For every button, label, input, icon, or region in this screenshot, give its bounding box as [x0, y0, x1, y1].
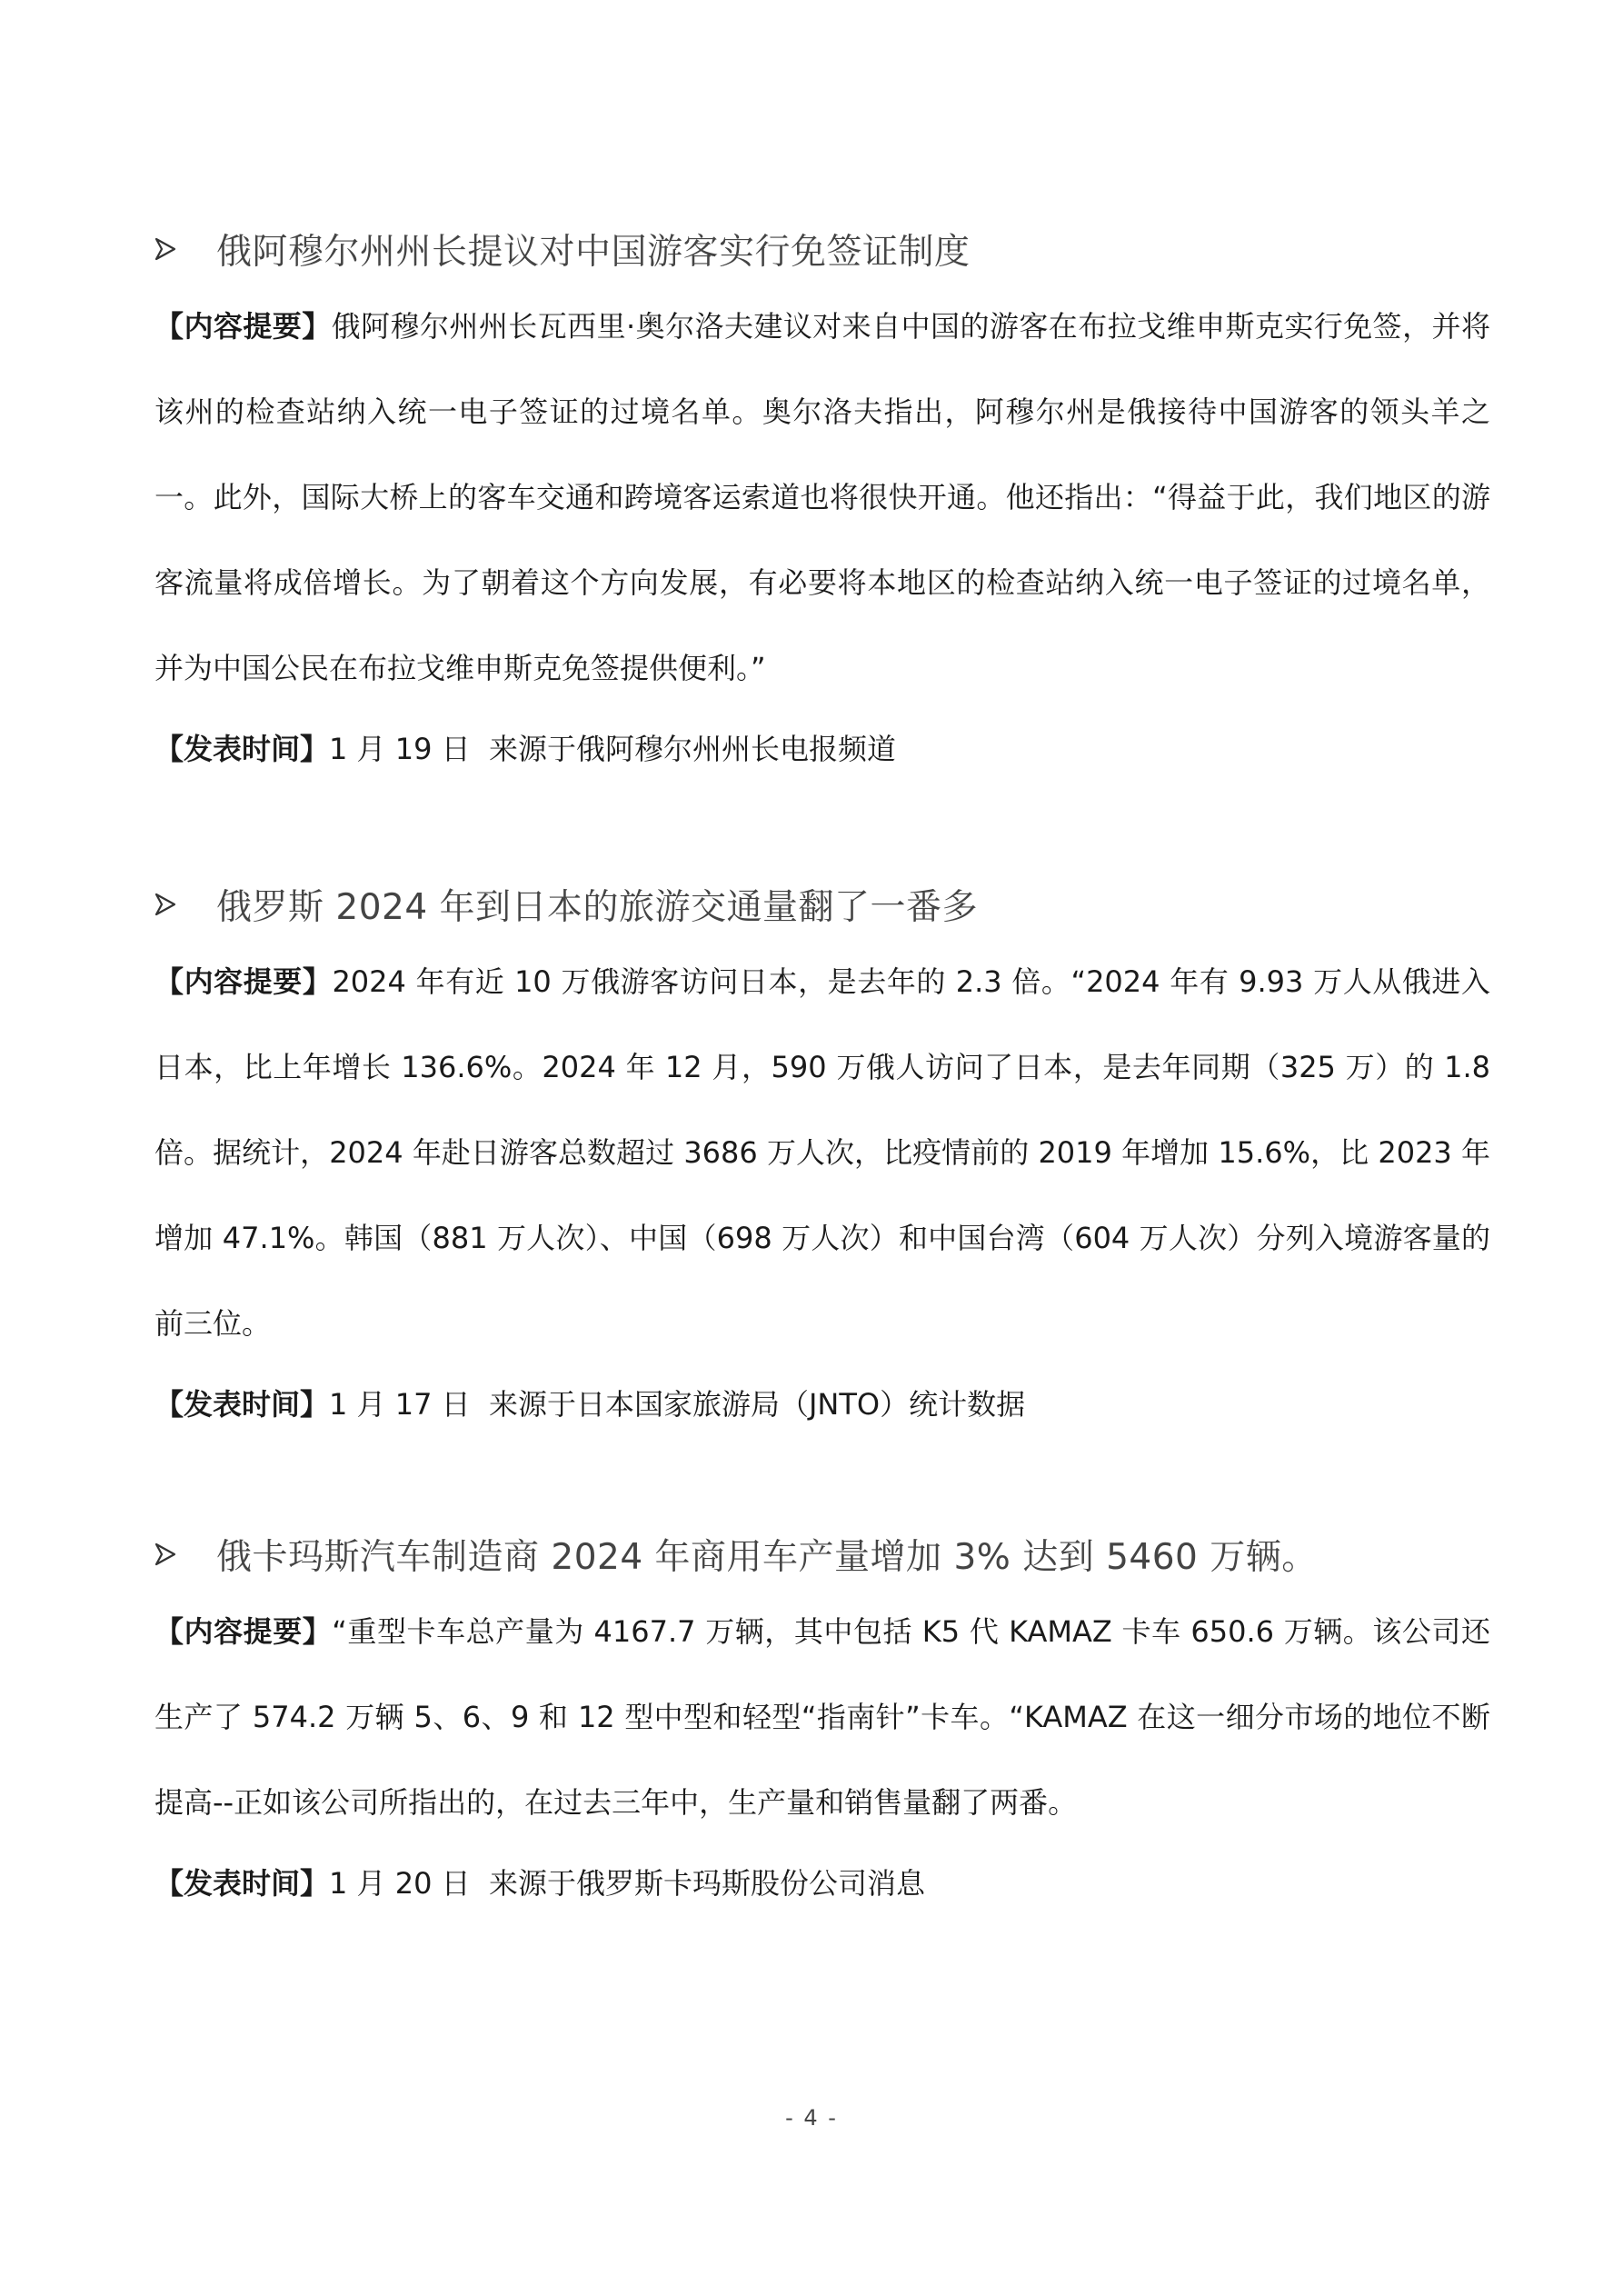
article-title: 俄阿穆尔州州长提议对中国游客实行免签证制度 — [216, 232, 971, 273]
article-summary — [154, 939, 1490, 1366]
arrow-bullet-icon — [154, 1542, 216, 1566]
summary-text: 俄阿穆尔州州长瓦西里·奥尔洛夫建议对来自中国的游客在布拉戈维申斯克实行免签，并将该州的检查站纳入统一电子签证的过境名单。奥尔洛夫指出，阿穆尔州是俄接待中国游客的领头羊之一。此外，国际大桥上的客车交通和跨境客运索道也将很快开通。他还指出：“得益于此，我们地区的游客流量将成倍增长。为了朝着这个方向发展，有必要将本地区的检查站纳入统一电子签证的过境名单，并为中国公民在布拉戈维申斯克免签提供便利。” — [154, 309, 1490, 685]
article-heading — [154, 877, 1490, 932]
article-meta — [154, 1856, 1490, 1911]
article-summary — [154, 284, 1490, 711]
article-1 — [154, 222, 1490, 776]
summary-text: “重型卡车总产量为 4167.7 万辆，其中包括 K5 代 KAMAZ 卡车 650.6 万辆。该公司还生产了 574.2 万辆 5、6、9 和 12 型中型和轻型“指南针”卡车。“KAMAZ 在这一细分市场的地位不断提高--正如该公司所指出的，在过去三年中，生产量和销售量翻了两番。 — [154, 1614, 1490, 1820]
article-title: 俄罗斯 2024 年到日本的旅游交通量翻了一番多 — [216, 887, 979, 928]
summary-label: 【内容提要】 — [154, 964, 333, 999]
page-number: - 4 - — [785, 2105, 838, 2131]
article-summary — [154, 1589, 1490, 1845]
arrow-bullet-icon — [154, 893, 216, 916]
date-label: 【发表时间】 — [154, 1387, 330, 1422]
article-meta — [154, 1377, 1490, 1432]
article-source: 来源于日本国家旅游局（JNTO）统计数据 — [488, 1387, 1026, 1422]
article-heading — [154, 222, 1490, 276]
article-heading — [154, 1527, 1490, 1582]
publish-date: 1 月 17 日 — [329, 1387, 471, 1422]
article-source: 来源于俄阿穆尔州州长电报频道 — [488, 732, 896, 766]
article-title: 俄卡玛斯汽车制造商 2024 年商用车产量增加 3% 达到 5460 万辆。 — [216, 1537, 1318, 1578]
article-3 — [154, 1527, 1490, 1911]
publish-date: 1 月 20 日 — [329, 1866, 471, 1901]
article-meta — [154, 722, 1490, 776]
arrow-bullet-icon — [154, 237, 216, 261]
publish-date: 1 月 19 日 — [329, 732, 471, 766]
summary-label: 【内容提要】 — [154, 1614, 333, 1649]
article-2 — [154, 877, 1490, 1432]
summary-label: 【内容提要】 — [154, 309, 332, 344]
date-label: 【发表时间】 — [154, 1866, 330, 1901]
summary-text: 2024 年有近 10 万俄游客访问日本，是去年的 2.3 倍。“2024 年有 9.93 万人从俄进入日本，比上年增长 136.6%。2024 年 12 月，590 万俄人访问了日本，是去年同期（325 万）的 1.8 倍。据统计，2024 年赴日游客总数超过 3686 万人次，比疫情前的 2019 年增加 15.6%，比 2023 年增加 47.1%。韩国（881 万人次）、中国（698 万人次）和中国台湾（604 万人次）分列入境游客量的前三位。 — [154, 964, 1490, 1341]
date-label: 【发表时间】 — [154, 732, 330, 766]
article-source: 来源于俄罗斯卡玛斯股份公司消息 — [488, 1866, 925, 1901]
